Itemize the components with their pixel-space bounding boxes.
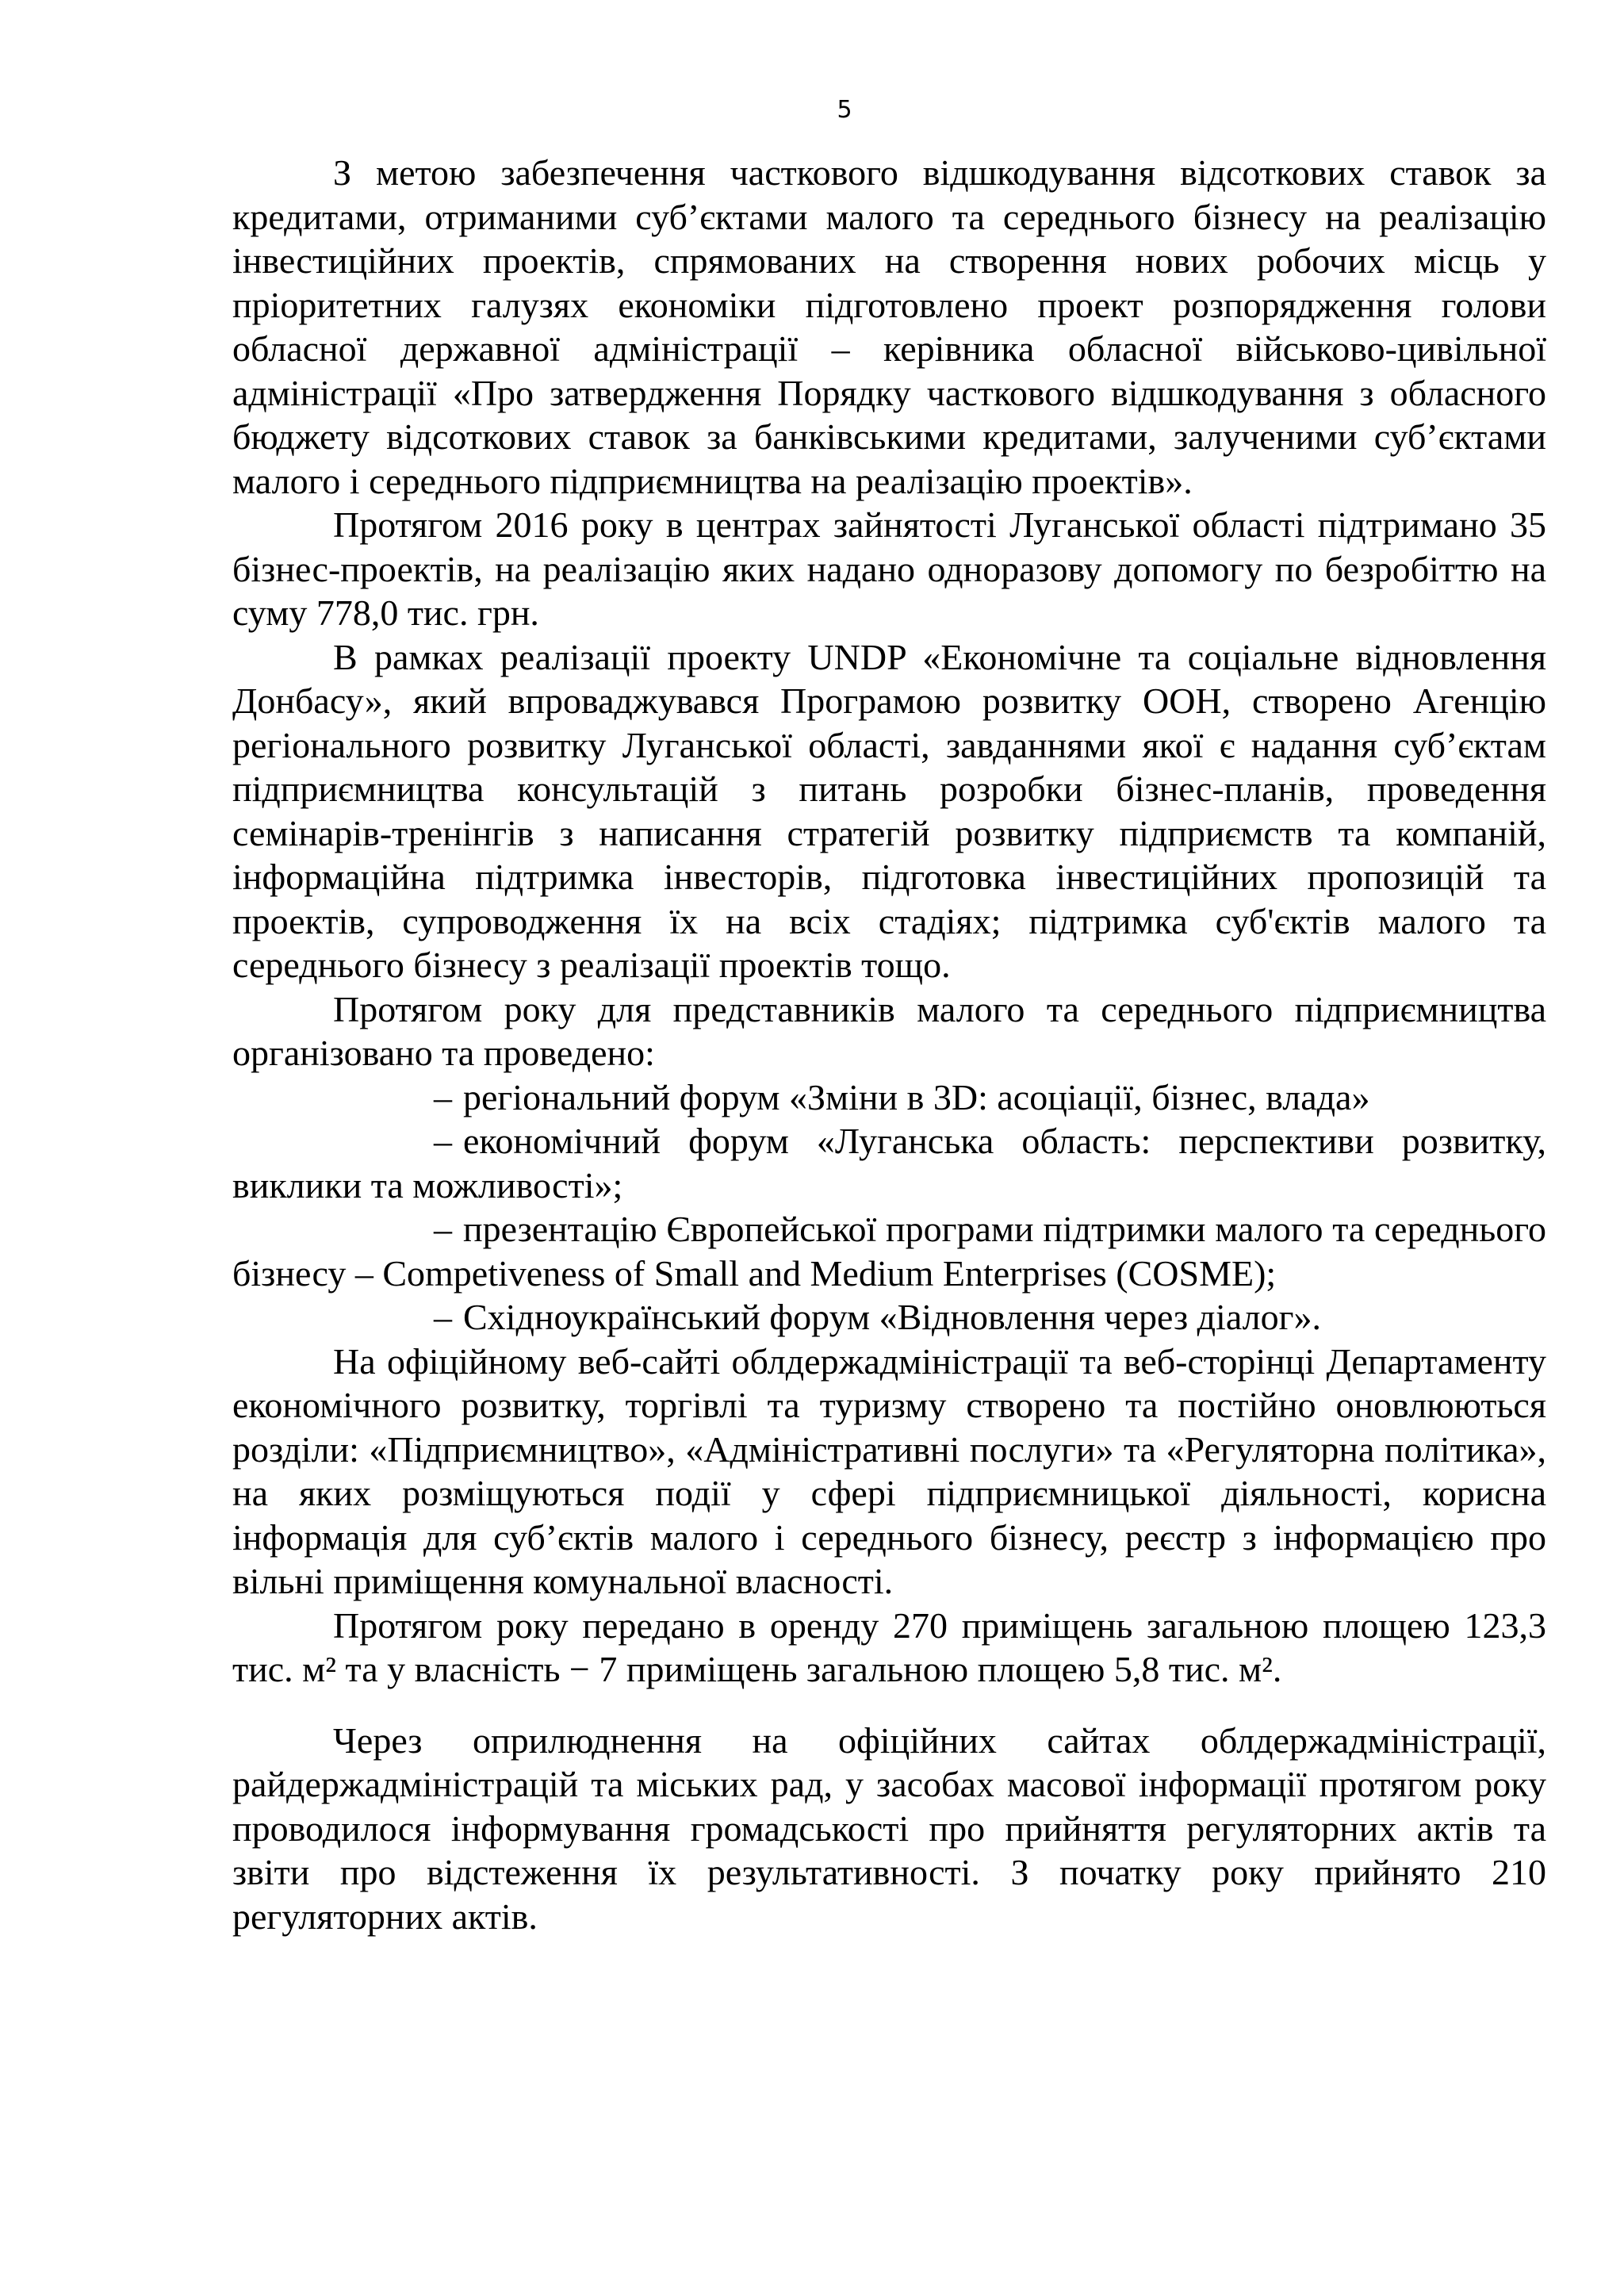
page-number: 5 [837,96,852,124]
paragraph-premises-rental: Протягом року передано в оренду 270 приміщень загальною площею 123,3 тис. м² та у власність − 7 приміщень загальною площею 5,8 тис. м². [232,1604,1546,1689]
list-item [232,1295,1546,1340]
list-dash: – [434,1297,452,1337]
list-item-text: регіональний форум «Зміни в 3D: асоціації, бізнес, влада» [463,1076,1370,1117]
list-dash: – [434,1121,452,1161]
list-item [232,1075,1546,1120]
list-item-text: економічний форум «Луганська область: перспективи розвитку, виклики та можливості»; [232,1121,1546,1205]
paragraph-events-intro: Протягом року для представників малого та середнього підприємництва організовано та проведено: [232,988,1546,1073]
list-item-text: презентацію Європейської програми підтримки малого та середнього бізнесу – Competiveness of Small and Medium Enterprises (COSME); [232,1209,1546,1294]
paragraph-employment-centers: Протягом 2016 року в центрах зайнятості Луганської області підтримано 35 бізнес-проектів, на реалізацію яких надано одноразову допомогу по безробіттю на суму 778,0 тис. грн. [232,504,1546,633]
list-item [232,1207,1546,1295]
paragraph-interest-compensation: З метою забезпечення часткового відшкодування відсоткових ставок за кредитами, отриманими суб’єктами малого та середнього бізнесу на реалізацію інвестиційних проектів, спрямованих на створення нових робочих місць у пріоритетних галузях економіки підготовлено проект розпорядження голови обласної державної адміністрації – керівника обласної військово-цивільної адміністрації «Про затвердження Порядку часткового відшкодування з обласного бюджету відсоткових ставок за банківськими кредитами, залученими суб’єктами малого і середнього підприємництва на реалізацію проектів». [232,152,1546,501]
list-item-text: Східноукраїнський форум «Відновлення через діалог». [463,1297,1321,1337]
paragraph-website-sections: На офіційному веб-сайті облдержадміністрації та веб-сторінці Департаменту економічного розвитку, торгівлі та туризму створено та постійно оновлюються розділи: «Підприємництво», «Адміністративні послуги» та «Регуляторна політика», на яких розміщуються події у сфері підприємницької діяльності, корисна інформація для суб’єктів малого і середнього бізнесу, реєстр з інформацією про вільні приміщення комунальної власності. [232,1340,1546,1601]
events-list [232,1075,1546,1340]
paragraph-undp-project: В рамках реалізації проекту UNDP «Економічне та соціальне відновлення Донбасу», який впроваджувався Програмою розвитку ООН, створено Агенцію регіонального розвитку Луганської області, завданнями якої є надання суб’єктам підприємництва консультацій з питань розробки бізнес-планів, проведення семінарів-тренінгів з написання стратегій розвитку підприємств та компаній, інформаційна підтримка інвесторів, підготовка інвестиційних пропозицій та проектів, супроводження їх на всіх стадіях; підтримка суб'єктів малого та середнього бізнесу з реалізації проектів тощо. [232,636,1546,985]
document-body [232,151,1546,1938]
list-dash: – [434,1076,452,1117]
list-item [232,1119,1546,1207]
list-dash: – [434,1209,452,1249]
paragraph-regulatory-acts: Через оприлюднення на офіційних сайтах облдержадміністрації, райдержадміністрацій та міських рад, у засобах масової інформації протягом року проводилося інформування громадськості про прийняття регуляторних актів та звіти про відстеження їх результативності. З початку року прийнято 210 регуляторних актів. [232,1719,1546,1937]
